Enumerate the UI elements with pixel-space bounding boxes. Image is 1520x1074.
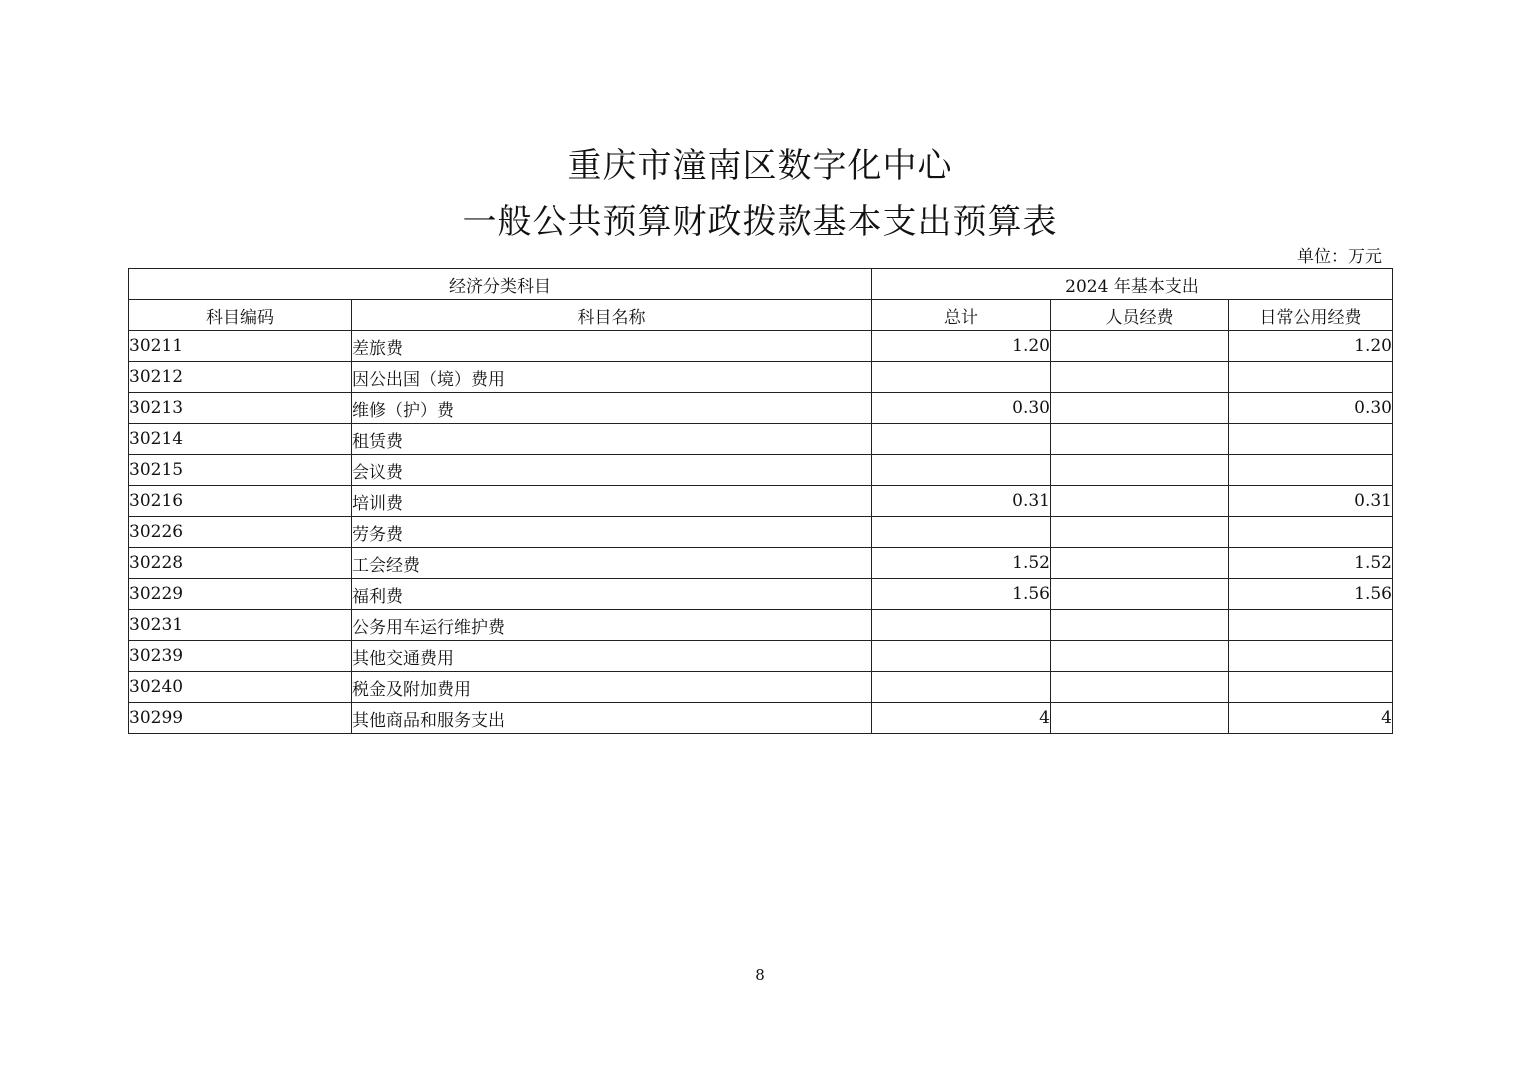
table-row bbox=[129, 331, 1393, 362]
table-row bbox=[129, 486, 1393, 517]
table-row bbox=[129, 424, 1393, 455]
code-column-header: 科目编码 bbox=[129, 300, 352, 331]
table-row bbox=[129, 610, 1393, 641]
code-cell: 30240 bbox=[129, 672, 352, 703]
total-cell: 1.20 bbox=[872, 331, 1051, 362]
code-cell: 30213 bbox=[129, 393, 352, 424]
total-cell bbox=[872, 641, 1051, 672]
name-cell: 因公出国（境）费用 bbox=[352, 362, 872, 393]
public-cell bbox=[1229, 455, 1393, 486]
code-cell: 30299 bbox=[129, 703, 352, 734]
code-cell: 30228 bbox=[129, 548, 352, 579]
personnel-cell bbox=[1051, 672, 1229, 703]
document-title-line2: 一般公共预算财政拨款基本支出预算表 bbox=[462, 202, 1058, 242]
public-cell: 0.31 bbox=[1229, 486, 1393, 517]
name-cell: 劳务费 bbox=[352, 517, 872, 548]
total-cell: 1.56 bbox=[872, 579, 1051, 610]
personnel-cell bbox=[1051, 424, 1229, 455]
public-cell: 1.56 bbox=[1229, 579, 1393, 610]
public-cell: 1.52 bbox=[1229, 548, 1393, 579]
personnel-cell bbox=[1051, 610, 1229, 641]
table-body bbox=[129, 331, 1393, 734]
code-cell: 30231 bbox=[129, 610, 352, 641]
economic-category-header: 经济分类科目 bbox=[129, 269, 872, 300]
code-cell: 30239 bbox=[129, 641, 352, 672]
public-cell: 4 bbox=[1229, 703, 1393, 734]
public-cell: 0.30 bbox=[1229, 393, 1393, 424]
personnel-cell bbox=[1051, 486, 1229, 517]
column-header-row bbox=[129, 300, 1393, 331]
table-row bbox=[129, 672, 1393, 703]
name-cell: 其他商品和服务支出 bbox=[352, 703, 872, 734]
public-cell bbox=[1229, 672, 1393, 703]
unit-label: 单位：万元 bbox=[1297, 247, 1382, 267]
name-column-header: 科目名称 bbox=[352, 300, 872, 331]
code-cell: 30211 bbox=[129, 331, 352, 362]
table-row bbox=[129, 455, 1393, 486]
total-cell bbox=[872, 517, 1051, 548]
personnel-column-header: 人员经费 bbox=[1051, 300, 1229, 331]
total-cell bbox=[872, 455, 1051, 486]
table-row bbox=[129, 579, 1393, 610]
page-number: 8 bbox=[755, 966, 765, 984]
document-title-line1: 重庆市潼南区数字化中心 bbox=[567, 146, 953, 186]
code-cell: 30216 bbox=[129, 486, 352, 517]
total-cell: 1.52 bbox=[872, 548, 1051, 579]
personnel-cell bbox=[1051, 641, 1229, 672]
personnel-cell bbox=[1051, 579, 1229, 610]
total-cell bbox=[872, 424, 1051, 455]
name-cell: 其他交通费用 bbox=[352, 641, 872, 672]
public-cell bbox=[1229, 517, 1393, 548]
total-cell bbox=[872, 362, 1051, 393]
personnel-cell bbox=[1051, 548, 1229, 579]
public-cell bbox=[1229, 362, 1393, 393]
name-cell: 福利费 bbox=[352, 579, 872, 610]
basic-expenditure-header: 2024 年基本支出 bbox=[872, 269, 1393, 300]
table-row bbox=[129, 393, 1393, 424]
public-cell bbox=[1229, 610, 1393, 641]
name-cell: 租赁费 bbox=[352, 424, 872, 455]
budget-table bbox=[128, 268, 1393, 734]
name-cell: 工会经费 bbox=[352, 548, 872, 579]
table-row bbox=[129, 641, 1393, 672]
table-row bbox=[129, 548, 1393, 579]
table-row bbox=[129, 703, 1393, 734]
code-cell: 30229 bbox=[129, 579, 352, 610]
total-cell: 0.31 bbox=[872, 486, 1051, 517]
name-cell: 培训费 bbox=[352, 486, 872, 517]
total-cell bbox=[872, 672, 1051, 703]
total-column-header: 总计 bbox=[872, 300, 1051, 331]
personnel-cell bbox=[1051, 331, 1229, 362]
code-cell: 30212 bbox=[129, 362, 352, 393]
public-cell: 1.20 bbox=[1229, 331, 1393, 362]
code-cell: 30226 bbox=[129, 517, 352, 548]
personnel-cell bbox=[1051, 455, 1229, 486]
name-cell: 维修（护）费 bbox=[352, 393, 872, 424]
name-cell: 税金及附加费用 bbox=[352, 672, 872, 703]
personnel-cell bbox=[1051, 703, 1229, 734]
total-cell: 0.30 bbox=[872, 393, 1051, 424]
code-cell: 30214 bbox=[129, 424, 352, 455]
name-cell: 差旅费 bbox=[352, 331, 872, 362]
public-cell bbox=[1229, 424, 1393, 455]
personnel-cell bbox=[1051, 393, 1229, 424]
code-cell: 30215 bbox=[129, 455, 352, 486]
table-row bbox=[129, 517, 1393, 548]
public-column-header: 日常公用经费 bbox=[1229, 300, 1393, 331]
public-cell bbox=[1229, 641, 1393, 672]
personnel-cell bbox=[1051, 362, 1229, 393]
table-header bbox=[129, 269, 1393, 331]
total-cell: 4 bbox=[872, 703, 1051, 734]
name-cell: 会议费 bbox=[352, 455, 872, 486]
personnel-cell bbox=[1051, 517, 1229, 548]
table-row bbox=[129, 362, 1393, 393]
group-header-row bbox=[129, 269, 1393, 300]
total-cell bbox=[872, 610, 1051, 641]
name-cell: 公务用车运行维护费 bbox=[352, 610, 872, 641]
